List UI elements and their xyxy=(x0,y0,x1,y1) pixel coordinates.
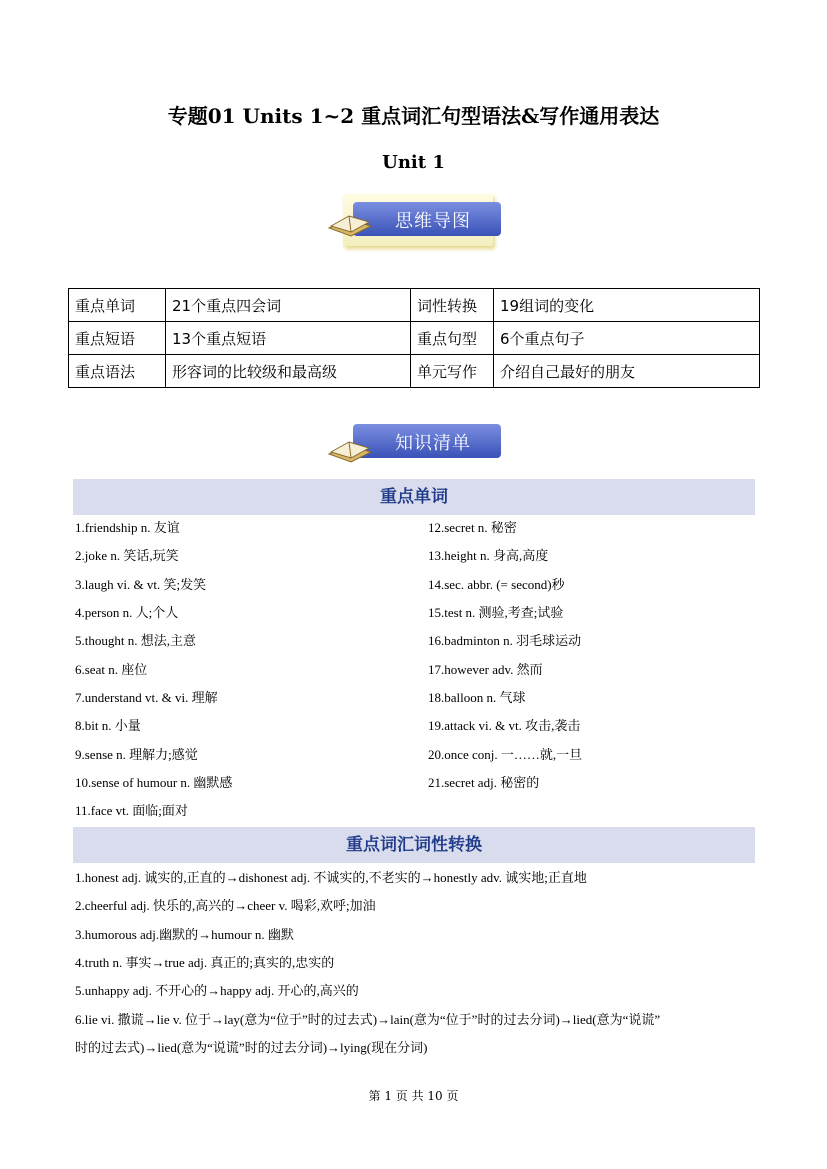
word-item: 10.sense of humour n. 幽默感 xyxy=(75,775,233,790)
word-item: 14.sec. abbr. (= second)秒 xyxy=(428,577,565,592)
overview-table xyxy=(68,288,760,388)
word-item: 9.sense n. 理解力;感觉 xyxy=(75,747,198,762)
table-cell: 重点语法 xyxy=(69,355,166,388)
table-row xyxy=(69,355,760,388)
mindmap-banner xyxy=(313,190,503,250)
word-item: 2.joke n. 笑话,玩笑 xyxy=(75,548,179,563)
word-item: 3.laugh vi. & vt. 笑;发笑 xyxy=(75,577,207,592)
word-item: 20.once conj. 一……就,一旦 xyxy=(428,747,583,762)
book-icon xyxy=(327,434,373,464)
section-header-conversion: 重点词汇词性转换 xyxy=(73,827,755,863)
conversion-item: 1.honest adj. 诚实的,正直的→dishonest adj. 不诚实的,不老实的→honestly adv. 诚实地;正直地 xyxy=(75,870,587,885)
knowledge-banner xyxy=(313,416,503,476)
word-item: 11.face vt. 面临;面对 xyxy=(75,803,188,818)
conversion-item: 2.cheerful adj. 快乐的,高兴的→cheer v. 喝彩,欢呼;加油 xyxy=(75,898,376,913)
table-cell: 介绍自己最好的朋友 xyxy=(494,355,760,388)
book-icon xyxy=(327,208,373,238)
conversion-item: 3.humorous adj.幽默的→humour n. 幽默 xyxy=(75,927,294,942)
word-item: 16.badminton n. 羽毛球运动 xyxy=(428,633,582,648)
conversion-item: 4.truth n. 事实→true adj. 真正的;真实的,忠实的 xyxy=(75,955,335,970)
table-cell: 6个重点句子 xyxy=(494,322,760,355)
word-item: 17.however adv. 然而 xyxy=(428,662,543,677)
section-header-words: 重点单词 xyxy=(73,479,755,515)
word-item: 19.attack vi. & vt. 攻击,袭击 xyxy=(428,718,581,733)
table-cell: 单元写作 xyxy=(411,355,494,388)
word-item: 21.secret adj. 秘密的 xyxy=(428,775,540,790)
table-cell: 重点单词 xyxy=(69,289,166,322)
word-item: 4.person n. 人;个人 xyxy=(75,605,179,620)
conversion-item: 5.unhappy adj. 不开心的→happy adj. 开心的,高兴的 xyxy=(75,983,359,998)
word-item: 6.seat n. 座位 xyxy=(75,662,148,677)
table-cell: 21个重点四会词 xyxy=(166,289,411,322)
banner-pill xyxy=(353,424,501,458)
word-item: 1.friendship n. 友谊 xyxy=(75,520,180,535)
word-item: 13.height n. 身高,高度 xyxy=(428,548,549,563)
word-item: 7.understand vt. & vi. 理解 xyxy=(75,690,218,705)
conversion-item: 6.lie vi. 撒谎→lie v. 位于→lay(意为“位于”时的过去式)→lain(意为“位于”时的过去分词)→lied(意为“说谎” xyxy=(75,1012,661,1027)
word-item: 12.secret n. 秘密 xyxy=(428,520,517,535)
knowledge-banner-label: 知识清单 xyxy=(395,433,471,454)
table-cell: 重点句型 xyxy=(411,322,494,355)
table-cell: 13个重点短语 xyxy=(166,322,411,355)
table-cell: 词性转换 xyxy=(411,289,494,322)
conversion-item: 时的过去式)→lied(意为“说谎”时的过去分词)→lying(现在分词) xyxy=(75,1040,428,1055)
page-title: 专题01 Units 1~2 重点词汇句型语法&写作通用表达 xyxy=(167,104,660,128)
word-item: 8.bit n. 小量 xyxy=(75,718,141,733)
table-cell: 19组词的变化 xyxy=(494,289,760,322)
word-item: 15.test n. 测验,考查;试验 xyxy=(428,605,564,620)
table-row xyxy=(69,289,760,322)
banner-pill xyxy=(353,202,501,236)
word-item: 18.balloon n. 气球 xyxy=(428,690,526,705)
mindmap-banner-label: 思维导图 xyxy=(395,211,471,232)
table-row xyxy=(69,322,760,355)
word-item: 5.thought n. 想法,主意 xyxy=(75,633,196,648)
table-cell: 形容词的比较级和最高级 xyxy=(166,355,411,388)
unit-subtitle: Unit 1 xyxy=(382,152,445,173)
page-footer: 第 1 页 共 10 页 xyxy=(368,1089,459,1103)
table-cell: 重点短语 xyxy=(69,322,166,355)
